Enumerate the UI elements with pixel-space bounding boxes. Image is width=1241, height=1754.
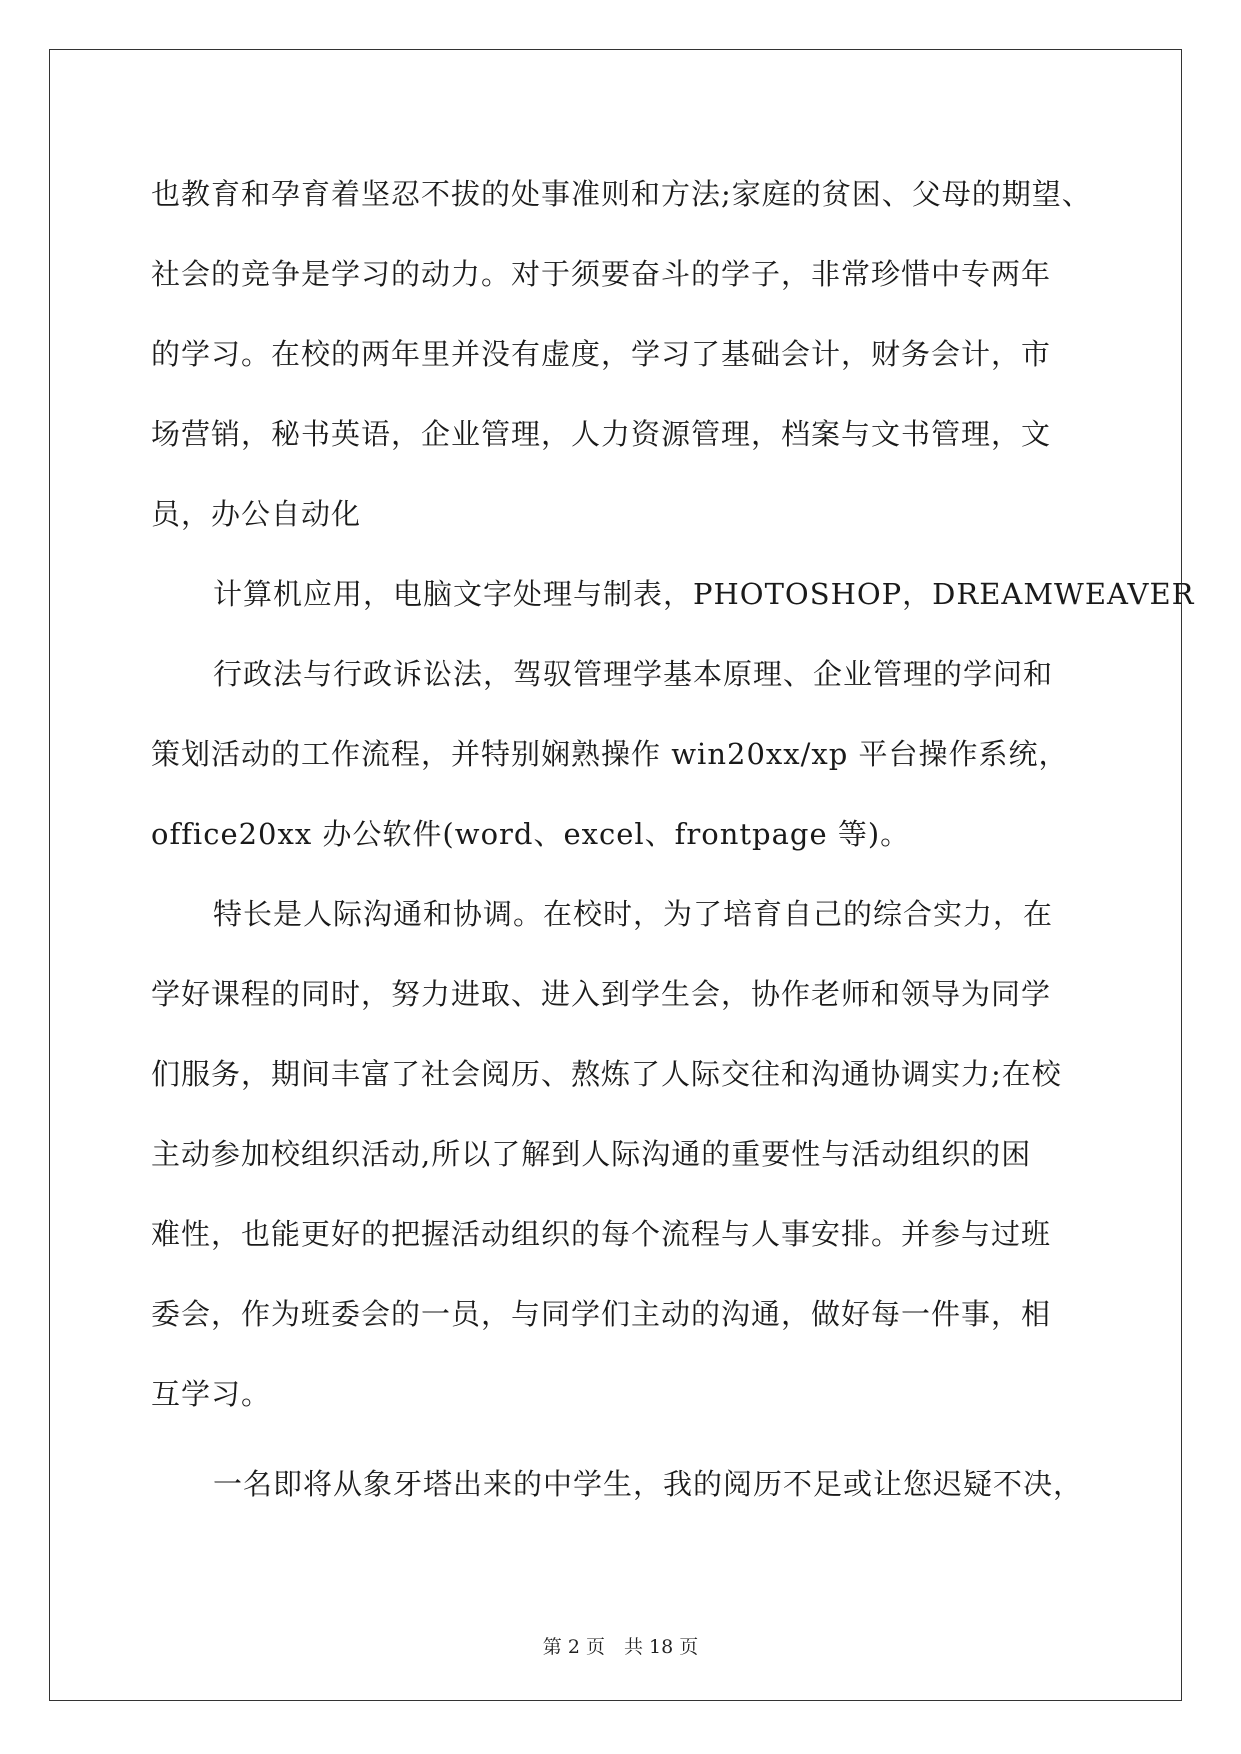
page-frame (49, 49, 1182, 1701)
text-line: 也教育和孕育着坚忍不拔的处事准则和方法;家庭的贫困、父母的期望、 (151, 177, 1092, 211)
text-line: 社会的竞争是学习的动力。对于须要奋斗的学子，非常珍惜中专两年 (151, 257, 1052, 291)
text-line: 委会，作为班委会的一员，与同学们主动的沟通，做好每一件事，相 (151, 1297, 1052, 1331)
text-line: 员，办公自动化 (151, 497, 362, 531)
text-line: 互学习。 (151, 1377, 272, 1411)
text-line: 难性，也能更好的把握活动组织的每个流程与人事安排。并参与过班 (151, 1217, 1052, 1251)
page-number-footer: 第 2 页 共 18 页 (542, 1636, 699, 1658)
text-line: 们服务，期间丰富了社会阅历、熬炼了人际交往和沟通协调实力;在校 (151, 1057, 1062, 1091)
text-line: office20xx 办公软件(word、excel、frontpage 等)。 (151, 817, 911, 851)
text-line: 一名即将从象牙塔出来的中学生，我的阅历不足或让您迟疑不决， (213, 1467, 1084, 1501)
text-line: 学好课程的同时，努力进取、进入到学生会，协作老师和领导为同学 (151, 977, 1052, 1011)
text-line: 行政法与行政诉讼法，驾驭管理学基本原理、企业管理的学问和 (213, 657, 1054, 691)
text-line: 计算机应用，电脑文字处理与制表，PHOTOSHOP，DREAMWEAVER (213, 577, 1195, 611)
text-line: 的学习。在校的两年里并没有虚度，学习了基础会计，财务会计，市 (151, 337, 1052, 371)
text-line: 场营销，秘书英语，企业管理，人力资源管理，档案与文书管理，文 (151, 417, 1052, 451)
text-line: 特长是人际沟通和协调。在校时，为了培育自己的综合实力，在 (213, 897, 1054, 931)
text-line: 策划活动的工作流程，并特别娴熟操作 win20xx/xp 平台操作系统， (151, 737, 1069, 771)
text-line: 主动参加校组织活动,所以了解到人际沟通的重要性与活动组织的困 (151, 1137, 1032, 1171)
